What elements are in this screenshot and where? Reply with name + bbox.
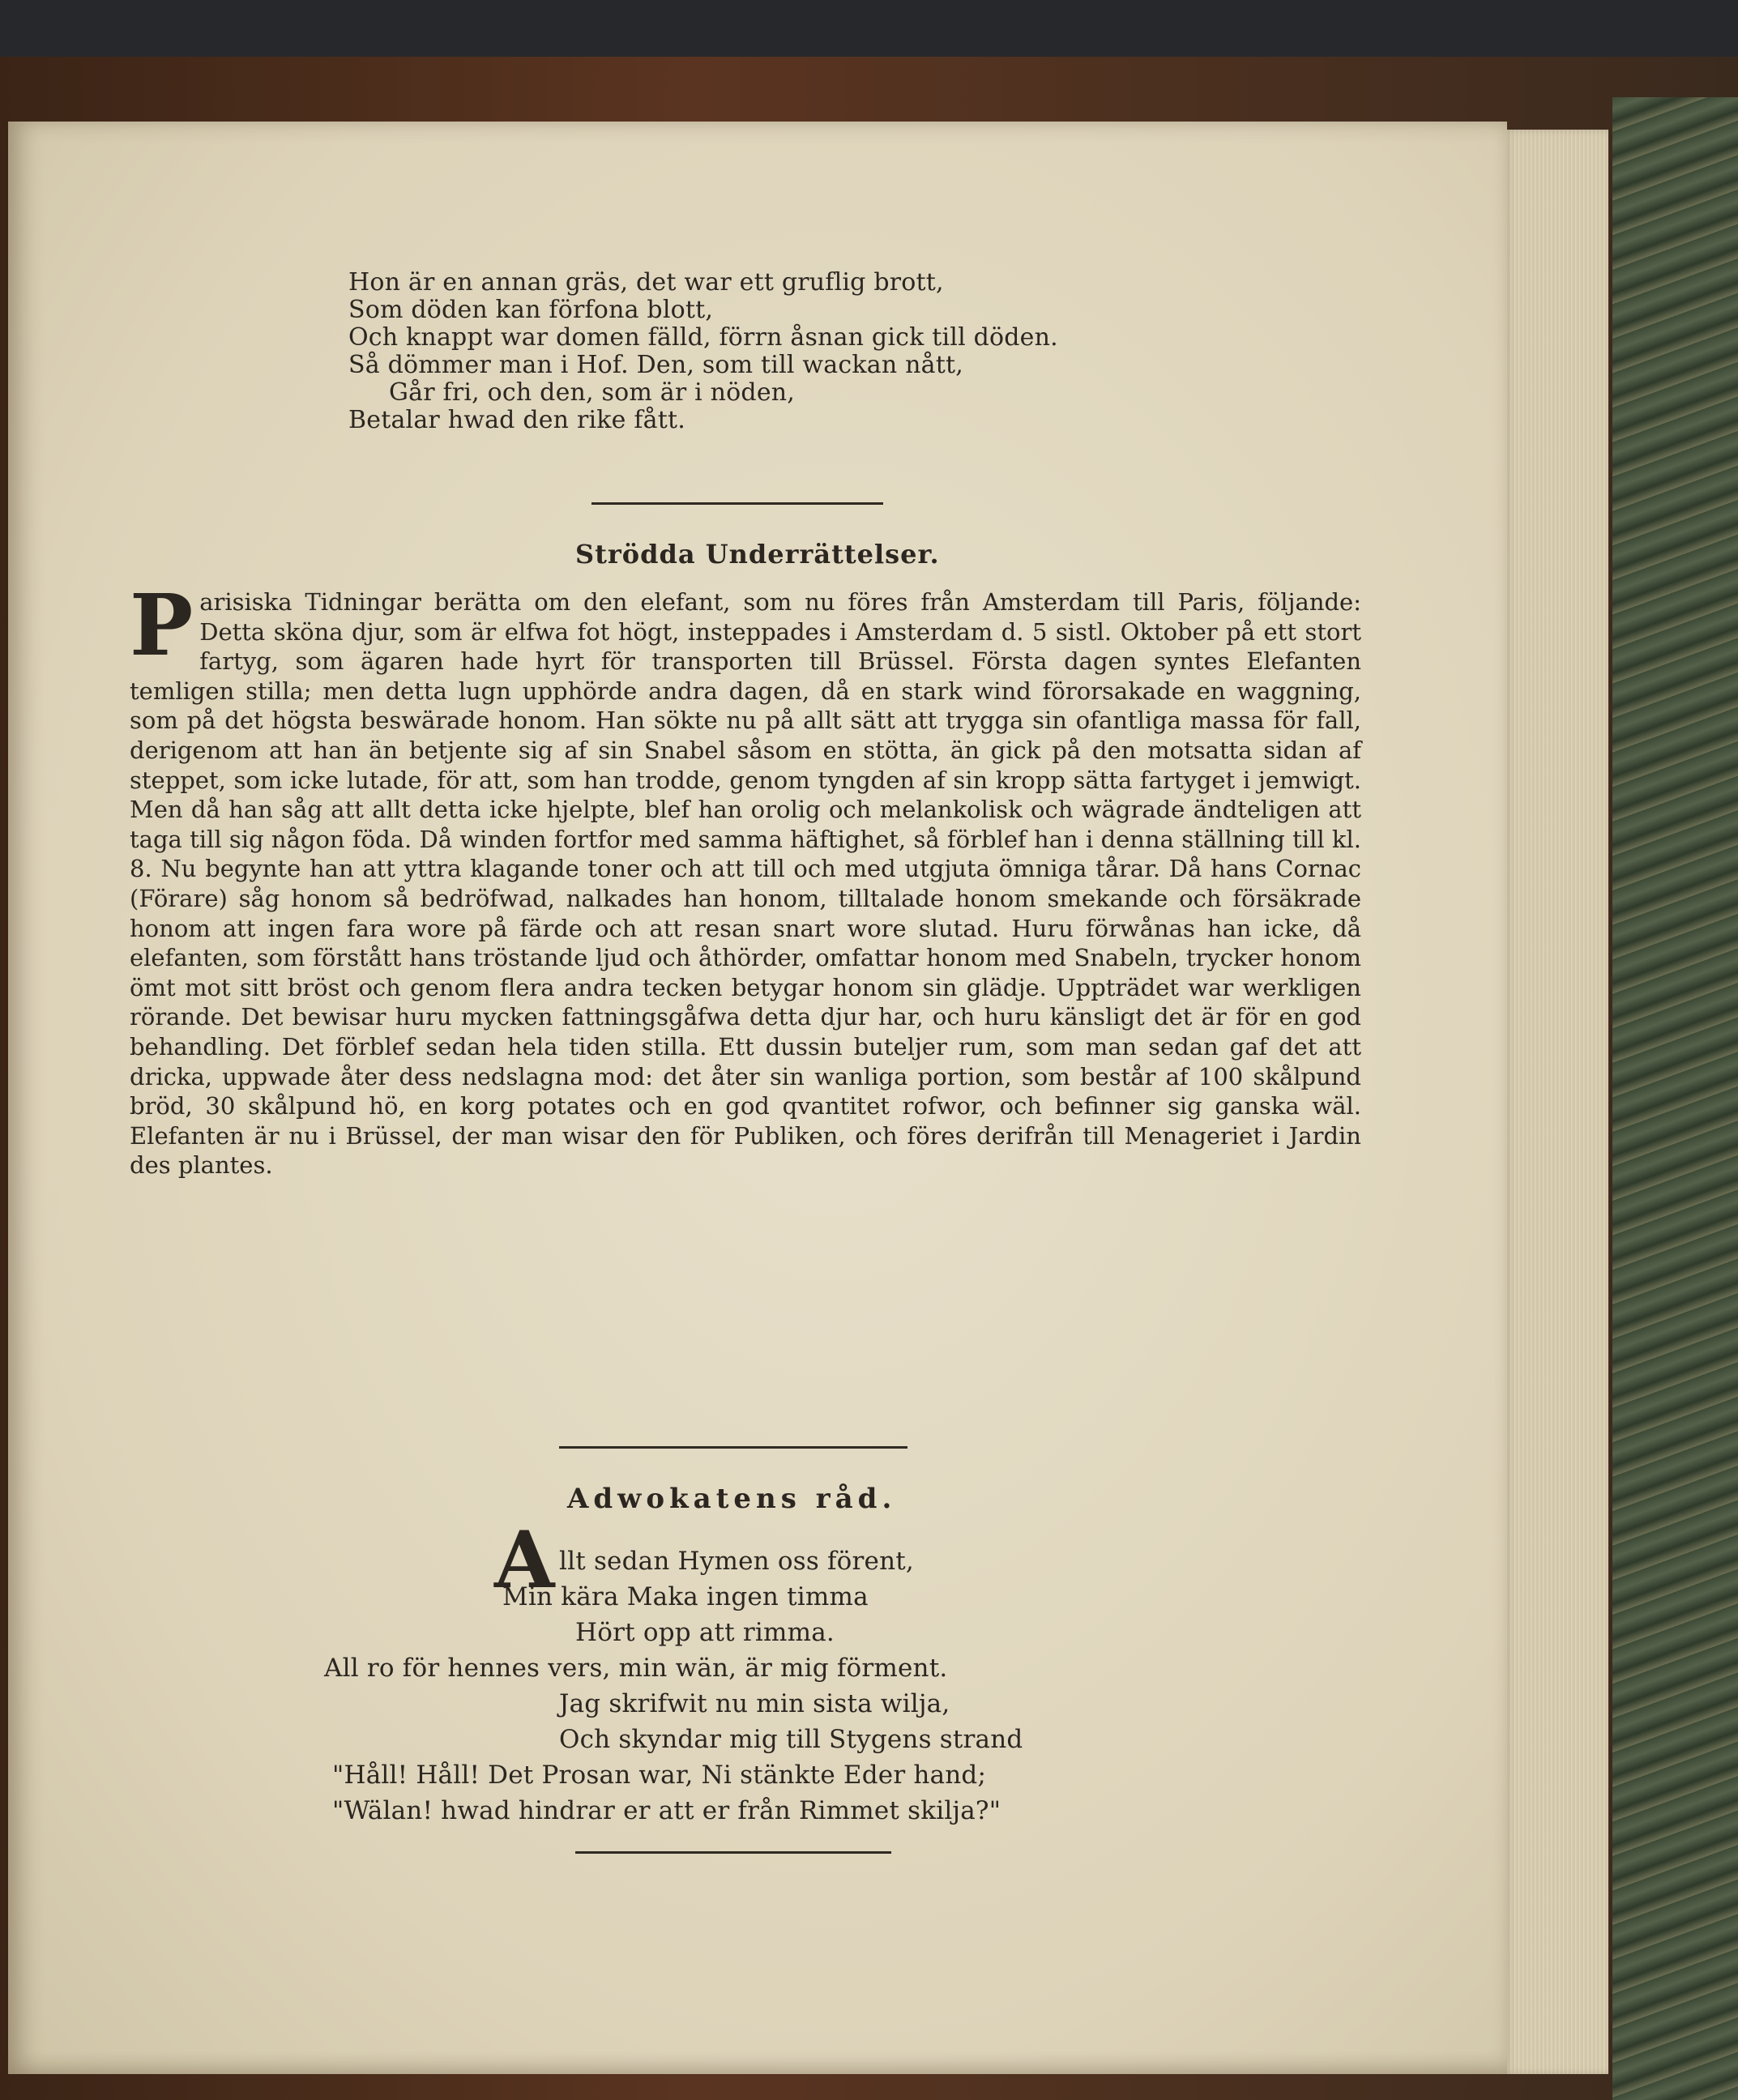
drop-cap: P (130, 575, 194, 675)
book-page (8, 122, 1507, 2074)
poem-line: Och knappt war domen fälld, förrn åsnan gick till döden. (348, 323, 1058, 352)
drop-cap: A (494, 1514, 555, 1606)
divider-rule (559, 1446, 907, 1449)
poem-line: Min kära Maka ingen timma (502, 1582, 869, 1611)
article-body (130, 575, 1361, 1180)
poem-line: llt sedan Hymen oss förent, (559, 1547, 914, 1576)
poem-line: Hört opp att rimma. (575, 1618, 835, 1647)
article-text: arisiska Tidningar berätta om den elefant, som nu föres från Amsterdam till Paris, följande: Detta sköna djur, som är elfwa fot högt, insteppades i Amsterdam d. 5 sistl. Oktober på ett stort fartyg, som ägaren hade hyrt för transporten till Brüssel. Första dagen syntes Elefanten temligen stilla; men detta lugn upphörde andra dagen, då en stark wind förorsakade en waggning, som på det högsta beswärade honom. Han sökte nu på allt sätt att trygga sin ofantliga massa för fall, derigenom att han än betjente sig af sin Snabel såsom en stötta, än gick på den motsatta sidan af steppet, som icke lutade, för att, som han trodde, genom tyngden af sin kropp sätta fartyget i jemwigt. Men då han såg att allt detta icke hjelpte, blef han orolig och melankolisk och wägrade ändteligen att taga till sig någon föda. Då winden fortfor med samma häftighet, så förblef han i denna ställning till kl. 8. Nu begynte han att yttra klagande toner och att till och med utgjuta ömniga tårar. Då hans Cornac (Förare) såg honom så bedröfwad, nalkades han honom, tilltalade honom smekande och försäkrade honom att ingen fara wore på färde och att resan snart wore slutad. Huru förwånas han icke, då elefanten, som förstått hans tröstande ljud och åthörder, omfattar honom med Snabeln, trycker honom ömt mot sitt bröst och genom flera andra tecken betygar honom sin glädje. Uppträdet war werkligen rörande. Det bewisar huru mycken fattningsgåfwa detta djur har, och huru känsligt det är för en god behandling. Det förblef sedan hela tiden stilla. Ett dussin buteljer rum, som man sedan gaf det att dricka, uppwade åter dess nedslagna mod: det åter sin wanliga portion, som består af 100 skålpund bröd, 30 skålpund hö, en korg potates och en god qvantitet rofwor, och befinner sig ganska wäl. Elefanten är nu i Brüssel, der man wisar den för Publiken, och föres derifrån till Menageriet i Jardin des plantes. (130, 588, 1361, 1180)
background-top (0, 0, 1738, 65)
poem-line: "Wälan! hwad hindrar er att er från Rimmet skilja?" (332, 1796, 1001, 1825)
section-heading: Strödda Underrättelser. (575, 539, 940, 570)
divider-rule (591, 502, 883, 505)
poem-line: Betalar hwad den rike fått. (348, 406, 685, 434)
poem-heading: Adwokatens råd. (567, 1483, 897, 1515)
poem-line: All ro för hennes vers, min wän, är mig förment. (324, 1654, 948, 1683)
poem-line: "Håll! Håll! Det Prosan war, Ni stänkte Eder hand; (332, 1761, 987, 1790)
poem-line: Så dömmer man i Hof. Den, som till wackan nått, (348, 351, 963, 379)
poem-line: Och skyndar mig till Stygens strand (559, 1725, 1023, 1754)
poem-line: Jag skrifwit nu min sista wilja, (559, 1689, 950, 1718)
marbled-cover-edge (1612, 97, 1738, 2100)
poem-line: Som döden kan förfona blott, (348, 296, 714, 324)
poem-line: Går fri, och den, som är i nöden, (389, 378, 796, 407)
poem-line: Hon är en annan gräs, det war ett gruflig brott, (348, 268, 944, 297)
divider-rule (575, 1851, 891, 1854)
page-edges (1503, 130, 1608, 2074)
